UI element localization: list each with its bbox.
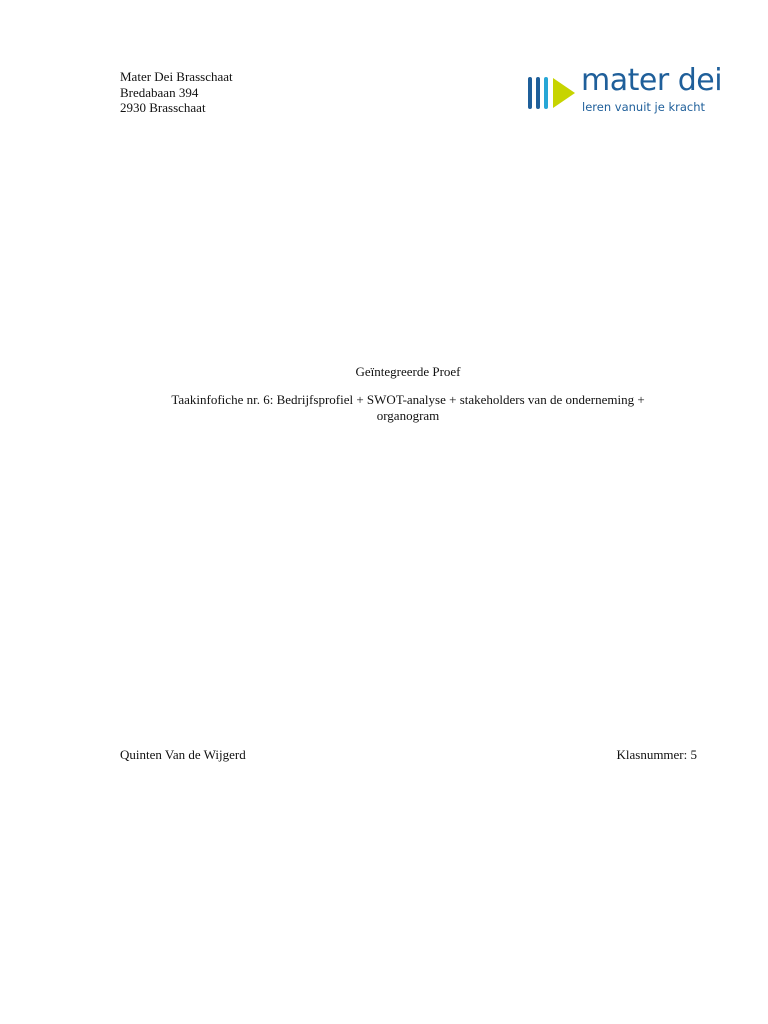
school-address bbox=[120, 69, 233, 116]
logo-wordmark: mater dei bbox=[581, 63, 723, 98]
footer-row bbox=[120, 747, 697, 765]
logo-bars-icon bbox=[528, 77, 576, 109]
address-line-city: 2930 Brasschaat bbox=[120, 100, 206, 115]
address-line-school: Mater Dei Brasschaat bbox=[120, 69, 233, 84]
subtitle-line-1: Taakinfofiche nr. 6: Bedrijfsprofiel + SWOT-analyse + stakeholders van de onderneming + bbox=[171, 392, 645, 407]
mater-dei-logo bbox=[526, 63, 723, 120]
class-number: Klasnummer: 5 bbox=[616, 747, 697, 762]
subtitle-line-2: organogram bbox=[376, 407, 440, 423]
author-name: Quinten Van de Wijgerd bbox=[120, 747, 246, 762]
document-title: Geïntegreerde Proef bbox=[355, 364, 461, 379]
logo-tagline: leren vanuit je kracht bbox=[582, 100, 706, 114]
document-subtitle bbox=[120, 392, 696, 423]
address-line-street: Bredabaan 394 bbox=[120, 84, 199, 100]
